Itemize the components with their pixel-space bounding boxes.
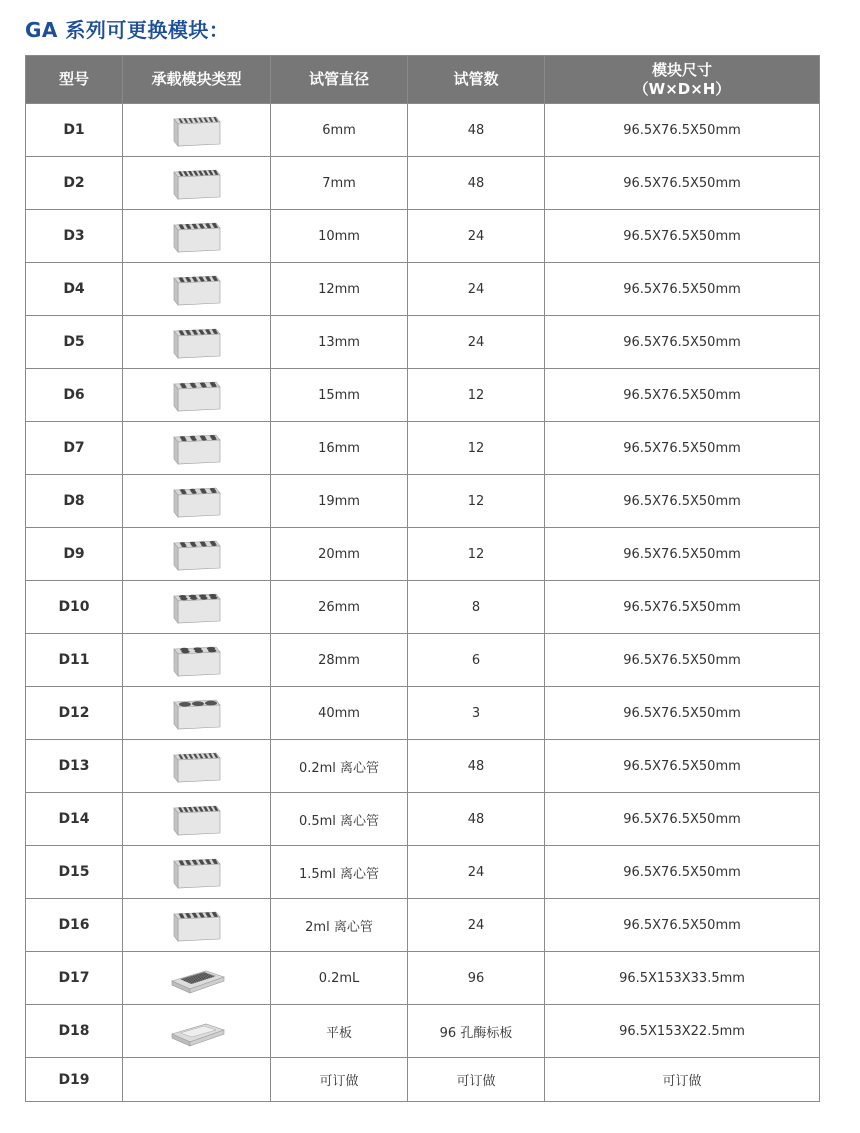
cell-block-image bbox=[123, 528, 271, 581]
cell-diameter: 0.2mL bbox=[271, 952, 408, 1005]
cell-block-image bbox=[123, 581, 271, 634]
cell-size: 96.5X76.5X50mm bbox=[545, 210, 820, 263]
table-header-row bbox=[26, 56, 820, 104]
cell-block-image bbox=[123, 687, 271, 740]
cell-model: D10 bbox=[26, 581, 123, 634]
aluminum-block-24-holes-image bbox=[168, 217, 226, 255]
cell-count: 可订做 bbox=[408, 1058, 545, 1102]
cell-count: 48 bbox=[408, 157, 545, 210]
cell-count: 12 bbox=[408, 369, 545, 422]
aluminum-block-12-holes-image bbox=[168, 535, 226, 573]
cell-block-image bbox=[123, 634, 271, 687]
cell-diameter: 10mm bbox=[271, 210, 408, 263]
cell-count: 12 bbox=[408, 422, 545, 475]
cell-count: 3 bbox=[408, 687, 545, 740]
cell-size: 96.5X76.5X50mm bbox=[545, 846, 820, 899]
cell-block-image bbox=[123, 846, 271, 899]
cell-count: 6 bbox=[408, 634, 545, 687]
aluminum-block-24-holes-image bbox=[168, 270, 226, 308]
cell-model: D16 bbox=[26, 899, 123, 952]
cell-model: D6 bbox=[26, 369, 123, 422]
table-row bbox=[26, 952, 820, 1005]
cell-diameter: 7mm bbox=[271, 157, 408, 210]
header-diameter: 试管直径 bbox=[271, 56, 408, 104]
cell-size: 96.5X76.5X50mm bbox=[545, 422, 820, 475]
aluminum-plate-96-holes-image bbox=[168, 959, 226, 997]
cell-diameter: 16mm bbox=[271, 422, 408, 475]
aluminum-flat-plate-image bbox=[168, 1012, 226, 1050]
table-row bbox=[26, 1005, 820, 1058]
cell-diameter: 40mm bbox=[271, 687, 408, 740]
cell-size: 96.5X76.5X50mm bbox=[545, 634, 820, 687]
cell-size: 96.5X76.5X50mm bbox=[545, 157, 820, 210]
cell-size: 96.5X76.5X50mm bbox=[545, 687, 820, 740]
cell-count: 12 bbox=[408, 528, 545, 581]
table-row bbox=[26, 157, 820, 210]
cell-block-image bbox=[123, 899, 271, 952]
cell-diameter: 12mm bbox=[271, 263, 408, 316]
cell-diameter: 平板 bbox=[271, 1005, 408, 1058]
cell-size: 96.5X76.5X50mm bbox=[545, 475, 820, 528]
cell-diameter: 15mm bbox=[271, 369, 408, 422]
header-size-line2: （W×D×H） bbox=[633, 79, 731, 98]
cell-model: D11 bbox=[26, 634, 123, 687]
table-row bbox=[26, 369, 820, 422]
header-model: 型号 bbox=[26, 56, 123, 104]
header-size bbox=[545, 56, 820, 104]
aluminum-block-48-holes-image bbox=[168, 800, 226, 838]
cell-size: 96.5X76.5X50mm bbox=[545, 369, 820, 422]
cell-model: D17 bbox=[26, 952, 123, 1005]
cell-model: D13 bbox=[26, 740, 123, 793]
aluminum-block-8-holes-image bbox=[168, 588, 226, 626]
cell-count: 24 bbox=[408, 316, 545, 369]
cell-block-image bbox=[123, 1058, 271, 1102]
cell-model: D3 bbox=[26, 210, 123, 263]
header-block-type: 承载模块类型 bbox=[123, 56, 271, 104]
cell-block-image bbox=[123, 157, 271, 210]
table-row bbox=[26, 104, 820, 157]
cell-diameter: 28mm bbox=[271, 634, 408, 687]
cell-count: 24 bbox=[408, 263, 545, 316]
table-row bbox=[26, 263, 820, 316]
cell-size: 96.5X76.5X50mm bbox=[545, 528, 820, 581]
cell-model: D12 bbox=[26, 687, 123, 740]
page-title: GA 系列可更换模块： bbox=[25, 18, 230, 42]
cell-diameter: 20mm bbox=[271, 528, 408, 581]
cell-model: D2 bbox=[26, 157, 123, 210]
table-row bbox=[26, 1058, 820, 1102]
cell-block-image bbox=[123, 104, 271, 157]
aluminum-block-48-small-holes-image bbox=[168, 111, 226, 149]
aluminum-block-12-holes-image bbox=[168, 376, 226, 414]
cell-model: D1 bbox=[26, 104, 123, 157]
cell-model: D15 bbox=[26, 846, 123, 899]
aluminum-block-3-holes-image bbox=[168, 694, 226, 732]
aluminum-block-48-pcr-holes-image bbox=[168, 747, 226, 785]
cell-model: D5 bbox=[26, 316, 123, 369]
cell-size: 96.5X76.5X50mm bbox=[545, 740, 820, 793]
aluminum-block-24-holes-image bbox=[168, 906, 226, 944]
cell-size: 96.5X76.5X50mm bbox=[545, 104, 820, 157]
cell-block-image bbox=[123, 369, 271, 422]
table-row bbox=[26, 316, 820, 369]
aluminum-block-48-holes-image bbox=[168, 164, 226, 202]
cell-block-image bbox=[123, 316, 271, 369]
table-row bbox=[26, 793, 820, 846]
cell-model: D19 bbox=[26, 1058, 123, 1102]
cell-diameter: 6mm bbox=[271, 104, 408, 157]
cell-size: 可订做 bbox=[545, 1058, 820, 1102]
cell-size: 96.5X76.5X50mm bbox=[545, 899, 820, 952]
cell-model: D7 bbox=[26, 422, 123, 475]
cell-size: 96.5X76.5X50mm bbox=[545, 581, 820, 634]
cell-model: D14 bbox=[26, 793, 123, 846]
cell-count: 8 bbox=[408, 581, 545, 634]
cell-count: 24 bbox=[408, 899, 545, 952]
cell-diameter: 26mm bbox=[271, 581, 408, 634]
cell-size: 96.5X76.5X50mm bbox=[545, 793, 820, 846]
cell-block-image bbox=[123, 793, 271, 846]
cell-diameter: 2ml 离心管 bbox=[271, 899, 408, 952]
cell-count: 24 bbox=[408, 846, 545, 899]
cell-count: 12 bbox=[408, 475, 545, 528]
header-size-line1: 模块尺寸 bbox=[651, 60, 712, 79]
header-count: 试管数 bbox=[408, 56, 545, 104]
aluminum-block-12-holes-image bbox=[168, 429, 226, 467]
cell-block-image bbox=[123, 210, 271, 263]
aluminum-block-6-holes-image bbox=[168, 641, 226, 679]
table-row bbox=[26, 422, 820, 475]
cell-block-image bbox=[123, 263, 271, 316]
table-row bbox=[26, 475, 820, 528]
module-table bbox=[25, 55, 820, 1102]
cell-size: 96.5X76.5X50mm bbox=[545, 316, 820, 369]
cell-size: 96.5X76.5X50mm bbox=[545, 263, 820, 316]
cell-model: D18 bbox=[26, 1005, 123, 1058]
cell-model: D4 bbox=[26, 263, 123, 316]
cell-model: D9 bbox=[26, 528, 123, 581]
cell-diameter: 13mm bbox=[271, 316, 408, 369]
cell-diameter: 1.5ml 离心管 bbox=[271, 846, 408, 899]
aluminum-block-24-holes-image bbox=[168, 323, 226, 361]
cell-block-image bbox=[123, 422, 271, 475]
cell-count: 96 孔酶标板 bbox=[408, 1005, 545, 1058]
cell-block-image bbox=[123, 1005, 271, 1058]
table-row bbox=[26, 581, 820, 634]
aluminum-block-12-holes-image bbox=[168, 482, 226, 520]
table-row bbox=[26, 740, 820, 793]
cell-count: 96 bbox=[408, 952, 545, 1005]
table-row bbox=[26, 528, 820, 581]
table-row bbox=[26, 899, 820, 952]
cell-diameter: 0.2ml 离心管 bbox=[271, 740, 408, 793]
cell-block-image bbox=[123, 475, 271, 528]
table-row bbox=[26, 687, 820, 740]
cell-diameter: 0.5ml 离心管 bbox=[271, 793, 408, 846]
cell-count: 24 bbox=[408, 210, 545, 263]
cell-count: 48 bbox=[408, 740, 545, 793]
table-row bbox=[26, 634, 820, 687]
cell-diameter: 19mm bbox=[271, 475, 408, 528]
cell-block-image bbox=[123, 740, 271, 793]
table-row bbox=[26, 210, 820, 263]
cell-model: D8 bbox=[26, 475, 123, 528]
aluminum-block-24-holes-image bbox=[168, 853, 226, 891]
cell-count: 48 bbox=[408, 793, 545, 846]
cell-size: 96.5X153X33.5mm bbox=[545, 952, 820, 1005]
cell-size: 96.5X153X22.5mm bbox=[545, 1005, 820, 1058]
cell-count: 48 bbox=[408, 104, 545, 157]
cell-block-image bbox=[123, 952, 271, 1005]
table-row bbox=[26, 846, 820, 899]
cell-diameter: 可订做 bbox=[271, 1058, 408, 1102]
